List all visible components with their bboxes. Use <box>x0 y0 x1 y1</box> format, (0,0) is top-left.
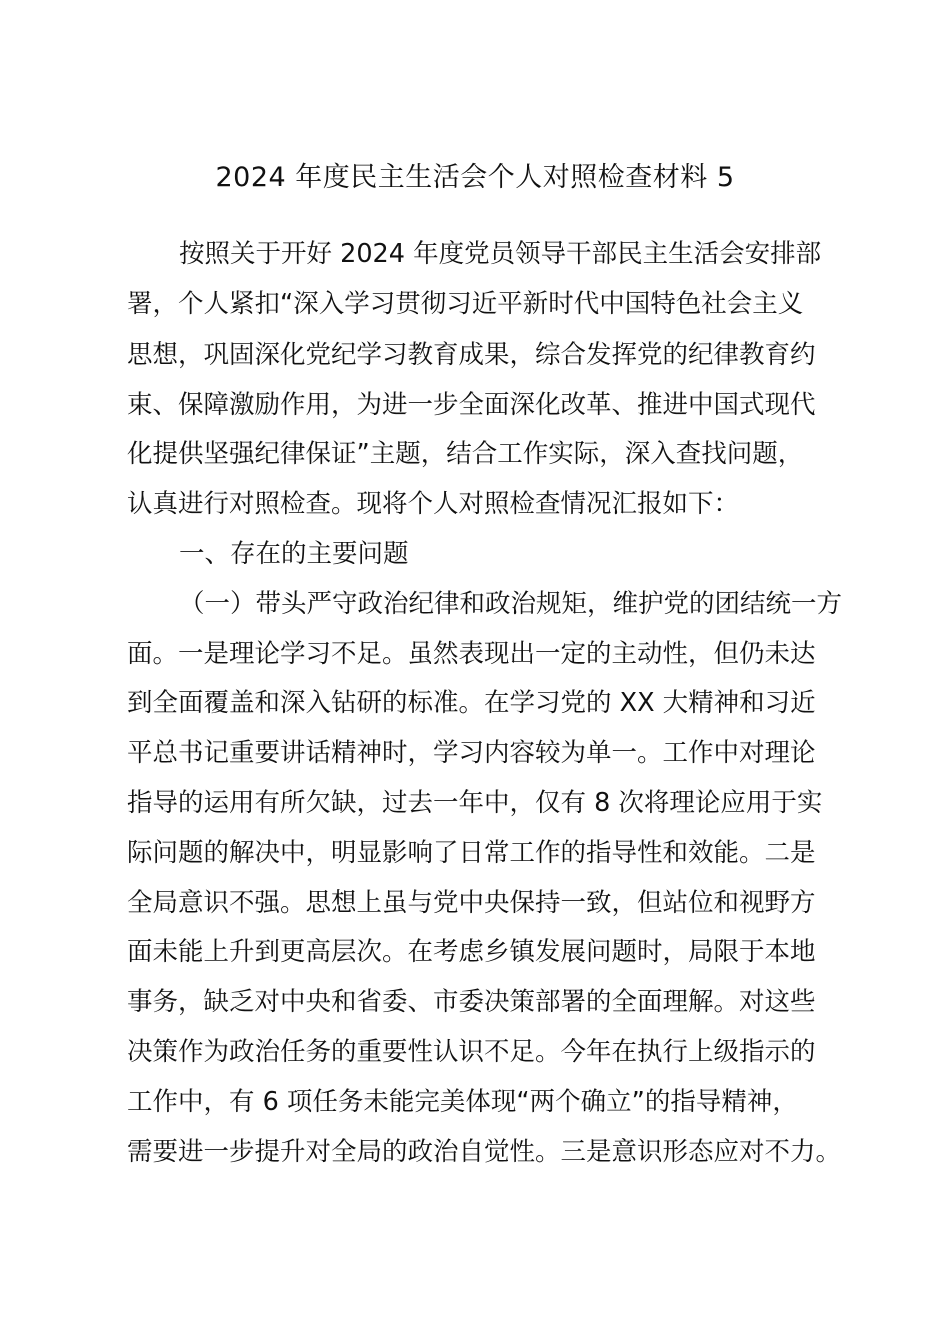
intro-line: 思想，巩固深化党纪学习教育成果，综合发挥党的纪律教育约 <box>127 340 816 370</box>
intro-line: 署，个人紧扣“深入学习贯彻习近平新时代中国特色社会主义 <box>127 289 804 319</box>
section-heading: 一、存在的主要问题 <box>179 539 409 569</box>
section-line: （一）带头严守政治纪律和政治规矩，维护党的团结统一方 <box>179 589 843 619</box>
section-line: 际问题的解决中，明显影响了日常工作的指导性和效能。二是 <box>127 838 816 868</box>
intro-line: 束、保障激励作用，为进一步全面深化改革、推进中国式现代 <box>127 390 816 420</box>
section-line: 需要进一步提升对全局的政治自觉性。三是意识形态应对不力。 <box>127 1137 842 1167</box>
section-line: 工作中，有 6 项任务未能完美体现“两个确立”的指导精神， <box>127 1087 798 1117</box>
intro-line: 按照关于开好 2024 年度党员领导干部民主生活会安排部 <box>179 239 822 269</box>
section-line: 面未能上升到更高层次。在考虑乡镇发展问题时，局限于本地 <box>127 937 816 967</box>
section-line: 事务，缺乏对中央和省委、市委决策部署的全面理解。对这些 <box>127 987 816 1017</box>
section-line: 全局意识不强。思想上虽与党中央保持一致，但站位和视野方 <box>127 888 816 918</box>
intro-line: 化提供坚强纪律保证”主题，结合工作实际，深入查找问题， <box>127 439 804 469</box>
section-line: 平总书记重要讲话精神时，学习内容较为单一。工作中对理论 <box>127 738 816 768</box>
section-line: 指导的运用有所欠缺，过去一年中，仅有 8 次将理论应用于实 <box>127 788 823 818</box>
section-line: 到全面覆盖和深入钻研的标准。在学习党的 XX 大精神和习近 <box>127 688 816 718</box>
document-title: 2024 年度民主生活会个人对照检查材料 5 <box>215 162 735 193</box>
section-line: 面。一是理论学习不足。虽然表现出一定的主动性，但仍未达 <box>127 639 816 669</box>
intro-line: 认真进行对照检查。现将个人对照检查情况汇报如下： <box>127 489 740 519</box>
section-line: 决策作为政治任务的重要性认识不足。今年在执行上级指示的 <box>127 1037 816 1067</box>
